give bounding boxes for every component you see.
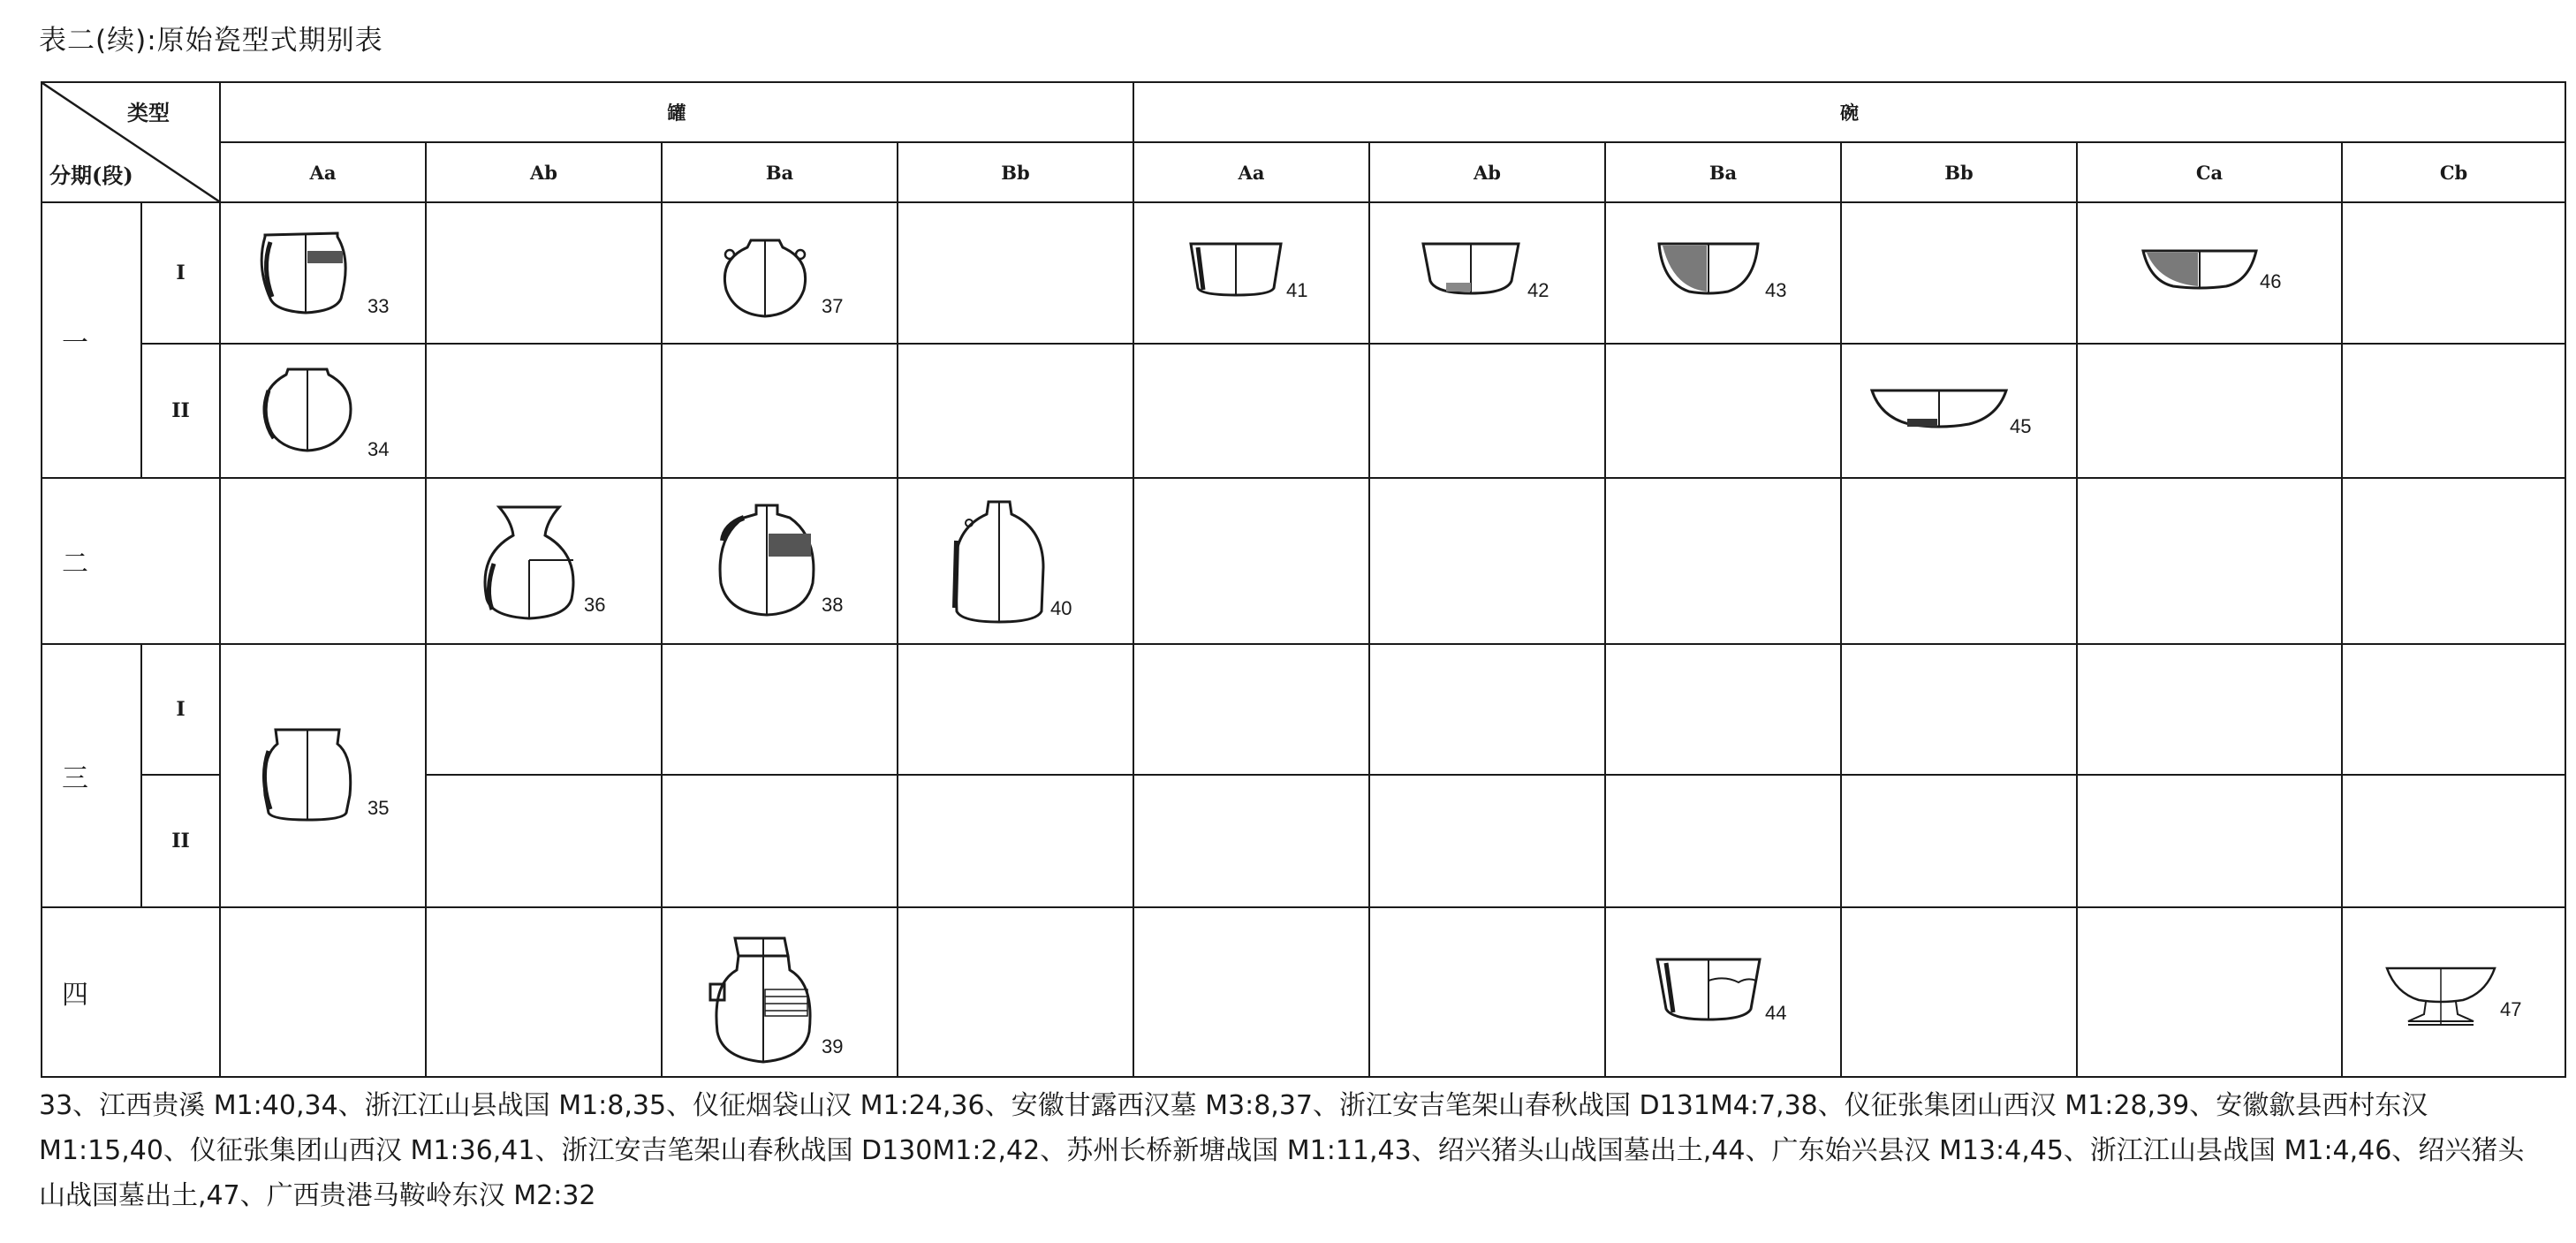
cell [1605, 478, 1841, 644]
bowl-drawing [1868, 385, 2010, 436]
figure-number: 33 [367, 295, 390, 317]
bowl-drawing [2383, 963, 2498, 1028]
jar-drawing [258, 724, 357, 823]
cell [220, 644, 426, 907]
figure-number: 46 [2260, 270, 2282, 292]
group-header-bowl: 碗 [1133, 82, 2565, 142]
cell [426, 478, 662, 644]
figure-caption: 33、江西贵溪 M1:40,34、浙江江山县战国 M1:8,35、仪征烟袋山汉 M1:24,36、安徽甘露西汉墓 M3:8,37、浙江安吉笔架山春秋战国 D131M4:7,38、仪征张集团山西汉 M1:28,39、安徽歙县西村东汉 M1:15,40、仪征张集团山西汉 M1:36,41、浙江安吉笔架山春秋战国 D130M1:2,42、苏州长桥新塘战国 M1:11,43、绍兴猪头山战国墓出土,44、广东始兴县汉 M13:4,45、浙江江山县战国 M1:4,46、绍兴猪头山战国墓出土,47、广西贵港马鞍岭东汉 M2:32 [39, 1090, 2525, 1211]
jar-drawing [708, 935, 818, 1067]
jar-drawing [948, 496, 1050, 627]
cell [1133, 202, 1369, 344]
cell [426, 202, 662, 344]
subtype-header: Ab [426, 142, 662, 202]
cell [220, 478, 426, 644]
cell [220, 907, 426, 1077]
subtype-header: Cb [2342, 142, 2565, 202]
cell [2077, 775, 2342, 907]
subtype-header: Ab [1369, 142, 1605, 202]
cell [2077, 907, 2342, 1077]
cell [1841, 644, 2077, 775]
figure-number: 38 [822, 594, 844, 616]
figure-number: 47 [2500, 998, 2522, 1020]
cell [2342, 344, 2565, 478]
cell [1369, 907, 1605, 1077]
cell [898, 775, 1133, 907]
figure-number: 44 [1765, 1002, 1787, 1024]
cell [426, 775, 662, 907]
cell [1841, 775, 2077, 907]
subtype-header: Ba [662, 142, 898, 202]
bowl-drawing [2140, 246, 2260, 295]
cell [1605, 907, 1841, 1077]
cell [1133, 907, 1369, 1077]
cell [1841, 344, 2077, 478]
jar-drawing [476, 502, 582, 625]
cell [898, 907, 1133, 1077]
subtype-header: Bb [1841, 142, 2077, 202]
figure-number: 34 [367, 438, 390, 460]
cell [1133, 644, 1369, 775]
cell [1605, 344, 1841, 478]
cell [898, 344, 1133, 478]
stage-label: I [141, 202, 220, 344]
jar-drawing [253, 224, 359, 320]
cell [426, 644, 662, 775]
cell [662, 202, 898, 344]
cell [1605, 202, 1841, 344]
period-label: 四 [42, 907, 220, 1077]
jar-drawing [712, 224, 818, 323]
bowl-drawing [1654, 954, 1763, 1025]
cell [1369, 202, 1605, 344]
stage-label: I [141, 644, 220, 775]
cell [220, 202, 426, 344]
cell [426, 344, 662, 478]
cell [2342, 478, 2565, 644]
cell [2342, 775, 2565, 907]
cell [1369, 344, 1605, 478]
cell [2077, 202, 2342, 344]
period-label: 二 [42, 478, 220, 644]
cell [426, 907, 662, 1077]
cell [1841, 907, 2077, 1077]
cell [1133, 775, 1369, 907]
jar-drawing [256, 364, 359, 456]
group-header-jar: 罐 [220, 82, 1133, 142]
cell [1133, 344, 1369, 478]
jar-drawing [712, 498, 822, 622]
period-label: 三 [42, 644, 141, 907]
cell [2342, 644, 2565, 775]
cell [1369, 644, 1605, 775]
cell [662, 644, 898, 775]
corner-header-cell [42, 82, 220, 202]
stage-label: II [141, 344, 220, 478]
figure-number: 37 [822, 295, 844, 317]
table-title: 表二(续):原始瓷型式期别表 [39, 25, 383, 57]
corner-type-label: 类型 [127, 100, 170, 125]
cell [220, 344, 426, 478]
cell [898, 478, 1133, 644]
figure-number: 45 [2010, 415, 2032, 437]
cell [898, 202, 1133, 344]
cell [662, 907, 898, 1077]
cell [1841, 478, 2077, 644]
cell [2342, 202, 2565, 344]
figure-number: 35 [367, 797, 390, 819]
cell [662, 344, 898, 478]
subtype-header: Aa [220, 142, 426, 202]
figure-number: 39 [822, 1035, 844, 1057]
cell [1133, 478, 1369, 644]
bowl-drawing [1655, 239, 1762, 300]
bowl-drawing [1187, 239, 1284, 300]
period-label: 一 [42, 202, 141, 478]
cell [2077, 344, 2342, 478]
cell [662, 478, 898, 644]
cell [1605, 644, 1841, 775]
figure-number: 36 [584, 594, 606, 616]
stage-label: II [141, 775, 220, 907]
figure-number: 42 [1527, 279, 1549, 301]
subtype-header: Bb [898, 142, 1133, 202]
figure-number: 40 [1050, 597, 1072, 619]
subtype-header: Ca [2077, 142, 2342, 202]
typology-table [41, 81, 2566, 1078]
cell [1369, 775, 1605, 907]
cell [2077, 644, 2342, 775]
cell [898, 644, 1133, 775]
cell [1605, 775, 1841, 907]
figure-number: 43 [1765, 279, 1787, 301]
cell [662, 775, 898, 907]
subtype-header: Aa [1133, 142, 1369, 202]
figure-number: 41 [1286, 279, 1308, 301]
cell [2077, 478, 2342, 644]
cell [1369, 478, 1605, 644]
bowl-drawing [1420, 239, 1522, 300]
corner-period-label: 分期(段) [49, 163, 133, 188]
subtype-header: Ba [1605, 142, 1841, 202]
cell [1841, 202, 2077, 344]
cell [2342, 907, 2565, 1077]
